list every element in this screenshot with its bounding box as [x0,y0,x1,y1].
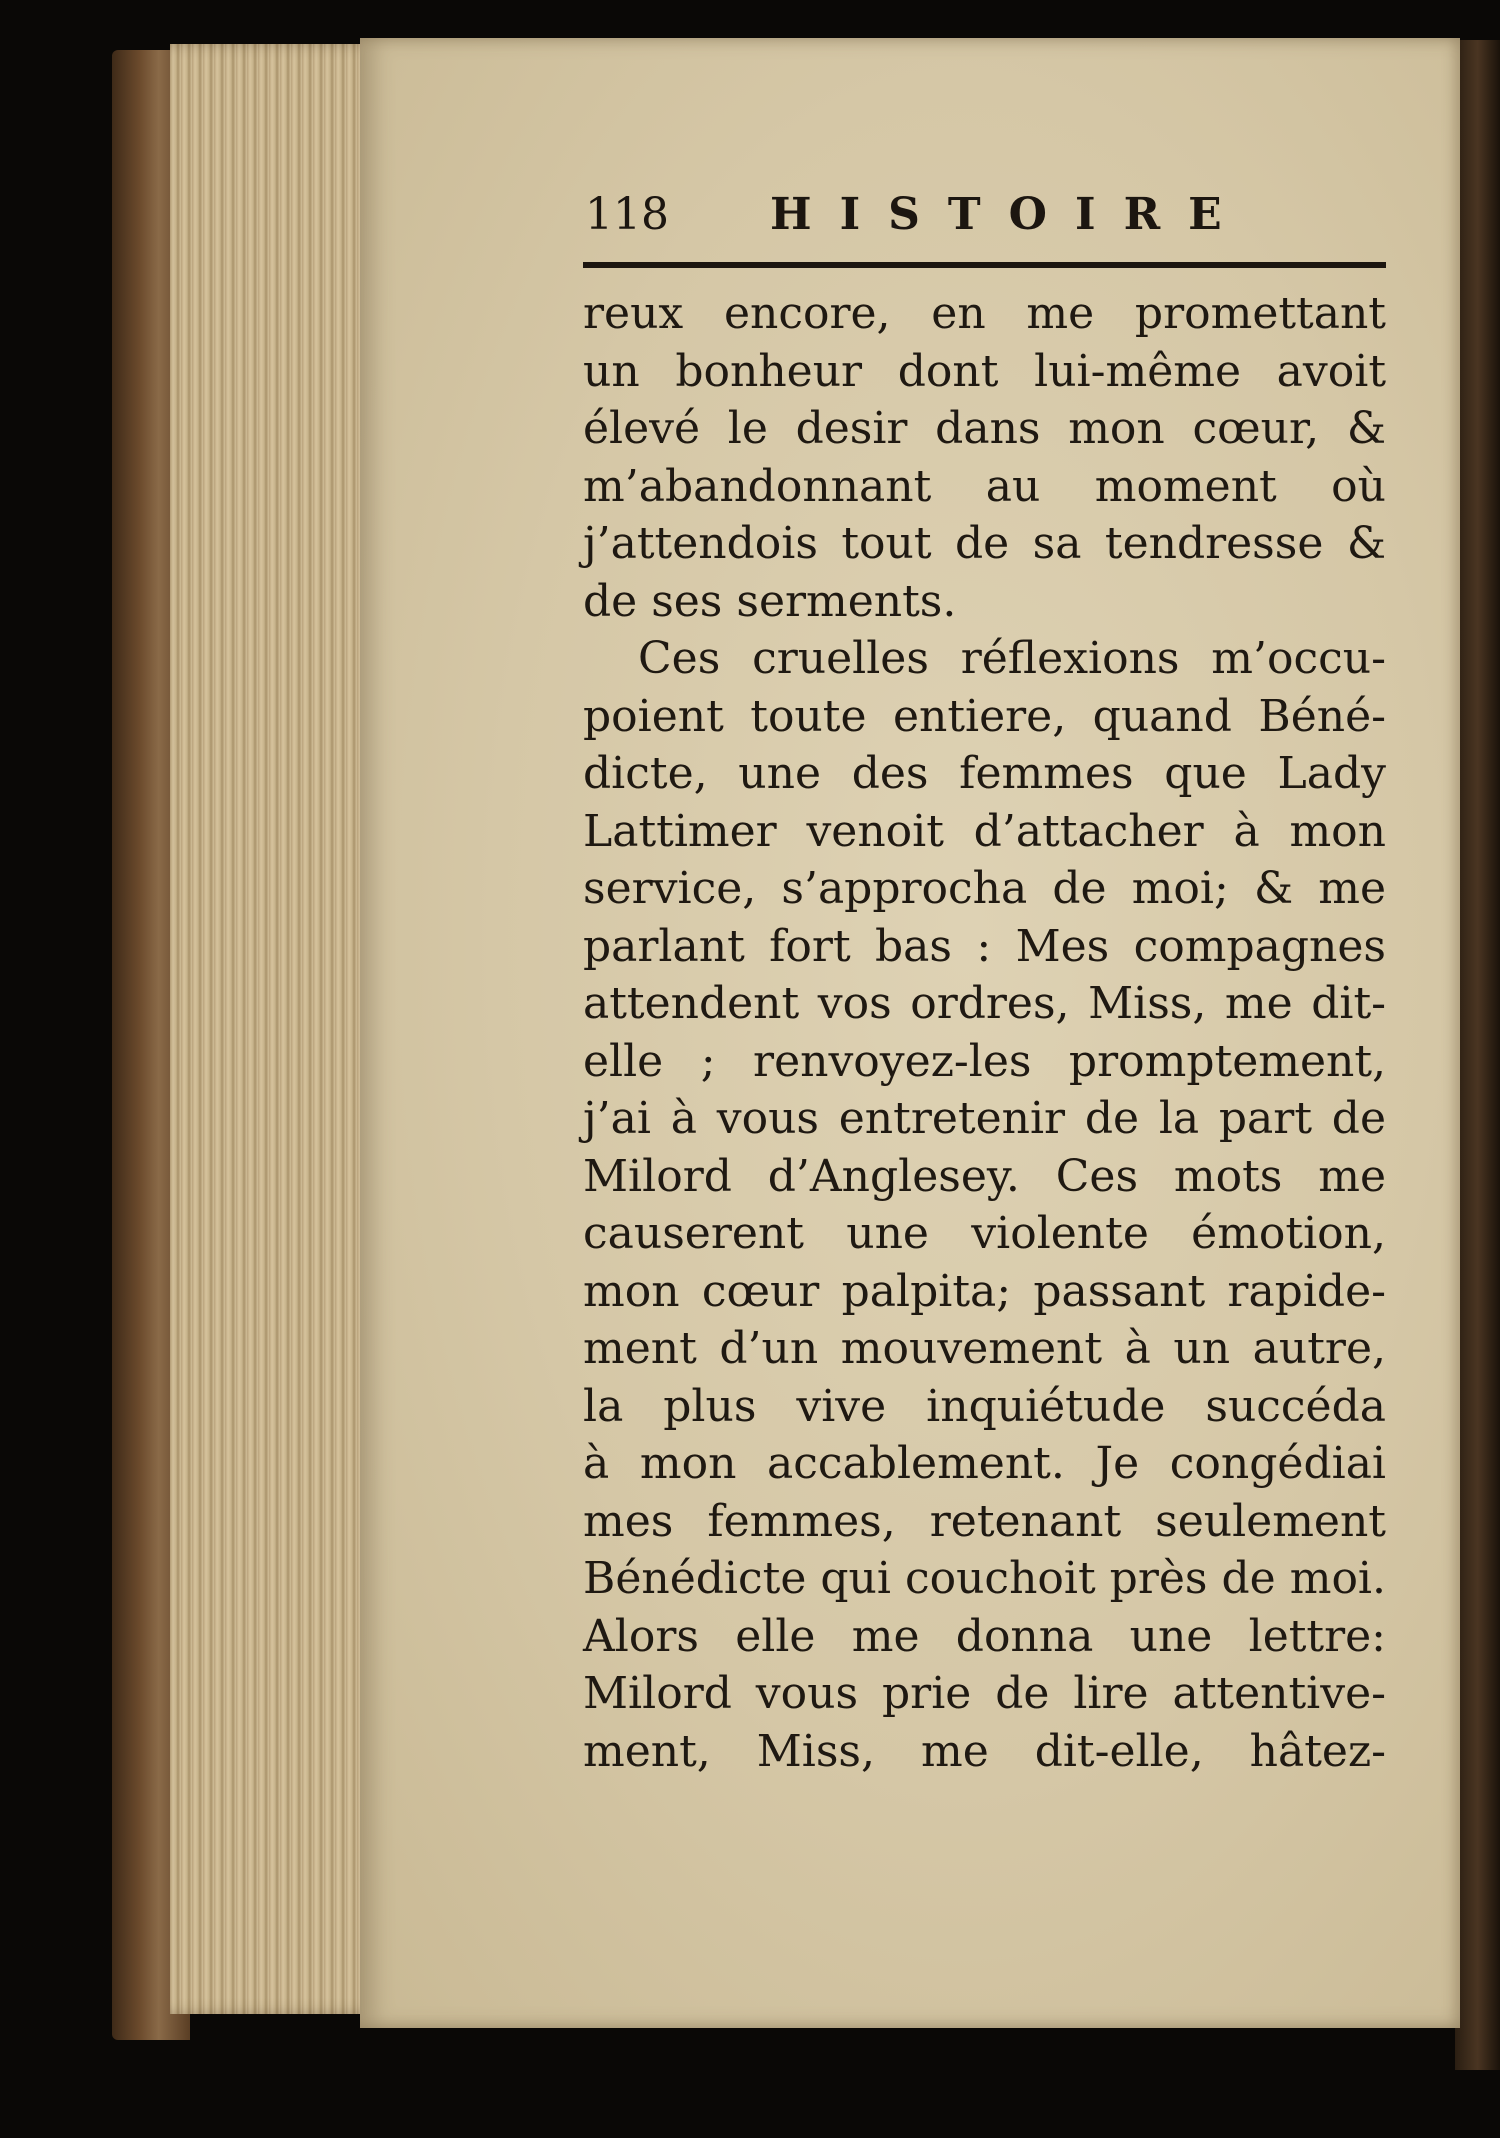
page-number: 118 [585,189,669,240]
text-line: mes femmes, retenant seulement [583,1495,1386,1547]
text-line: Bénédicte qui couchoit près de moi. [583,1553,1386,1604]
text-line: Milord vous prie de lire attentive- [583,1668,1386,1719]
text-line: elle ; renvoyez-les promptement, [583,1035,1386,1087]
text-line: causerent une violente émotion, [583,1208,1386,1259]
paragraph-1 [583,285,1386,630]
text-line: Lattimer venoit d’attacher à mon [583,805,1386,857]
text-line: Alors elle me donna une lettre: [583,1610,1386,1662]
text-line: mon cœur palpita; passant rapide- [583,1265,1386,1317]
text-line: la plus vive inquiétude succéda [583,1380,1386,1432]
text-line: Ces cruelles réflexions m’occu- [638,633,1386,684]
text-line: de ses serments. [583,575,957,627]
page-header [585,185,1385,245]
text-line: j’attendois tout de sa tendresse & [583,518,1386,569]
text-line: Milord d’Anglesey. Ces mots me [583,1150,1386,1202]
right-binding-edge [1455,40,1500,2070]
text-line: un bonheur dont lui-même avoit [583,345,1386,397]
text-line: à mon accablement. Je congédiai [583,1438,1386,1489]
text-line: j’ai à vous entretenir de la part de [583,1093,1386,1144]
text-line: m’abandonnant au moment où [583,460,1386,512]
paragraph-2 [583,630,1386,1780]
header-rule [583,262,1386,268]
text-line: dicte, une des femmes que Lady [583,748,1386,799]
text-line: attendent vos ordres, Miss, me dit- [583,978,1386,1029]
text-line: service, s’approcha de moi; & me [583,863,1386,914]
text-line: parlant fort bas : Mes compagnes [583,920,1386,972]
page-body [583,285,1386,1780]
running-title: HISTOIRE [770,189,1250,240]
page-edges [170,44,380,2014]
text-line: ment, Miss, me dit-elle, hâtez- [583,1725,1386,1777]
text-line: poient toute entiere, quand Béné- [583,690,1386,742]
text-line: élevé le desir dans mon cœur, & [583,403,1386,454]
text-line: reux encore, en me promettant [583,288,1386,339]
text-line: ment d’un mouvement à un autre, [583,1323,1386,1374]
